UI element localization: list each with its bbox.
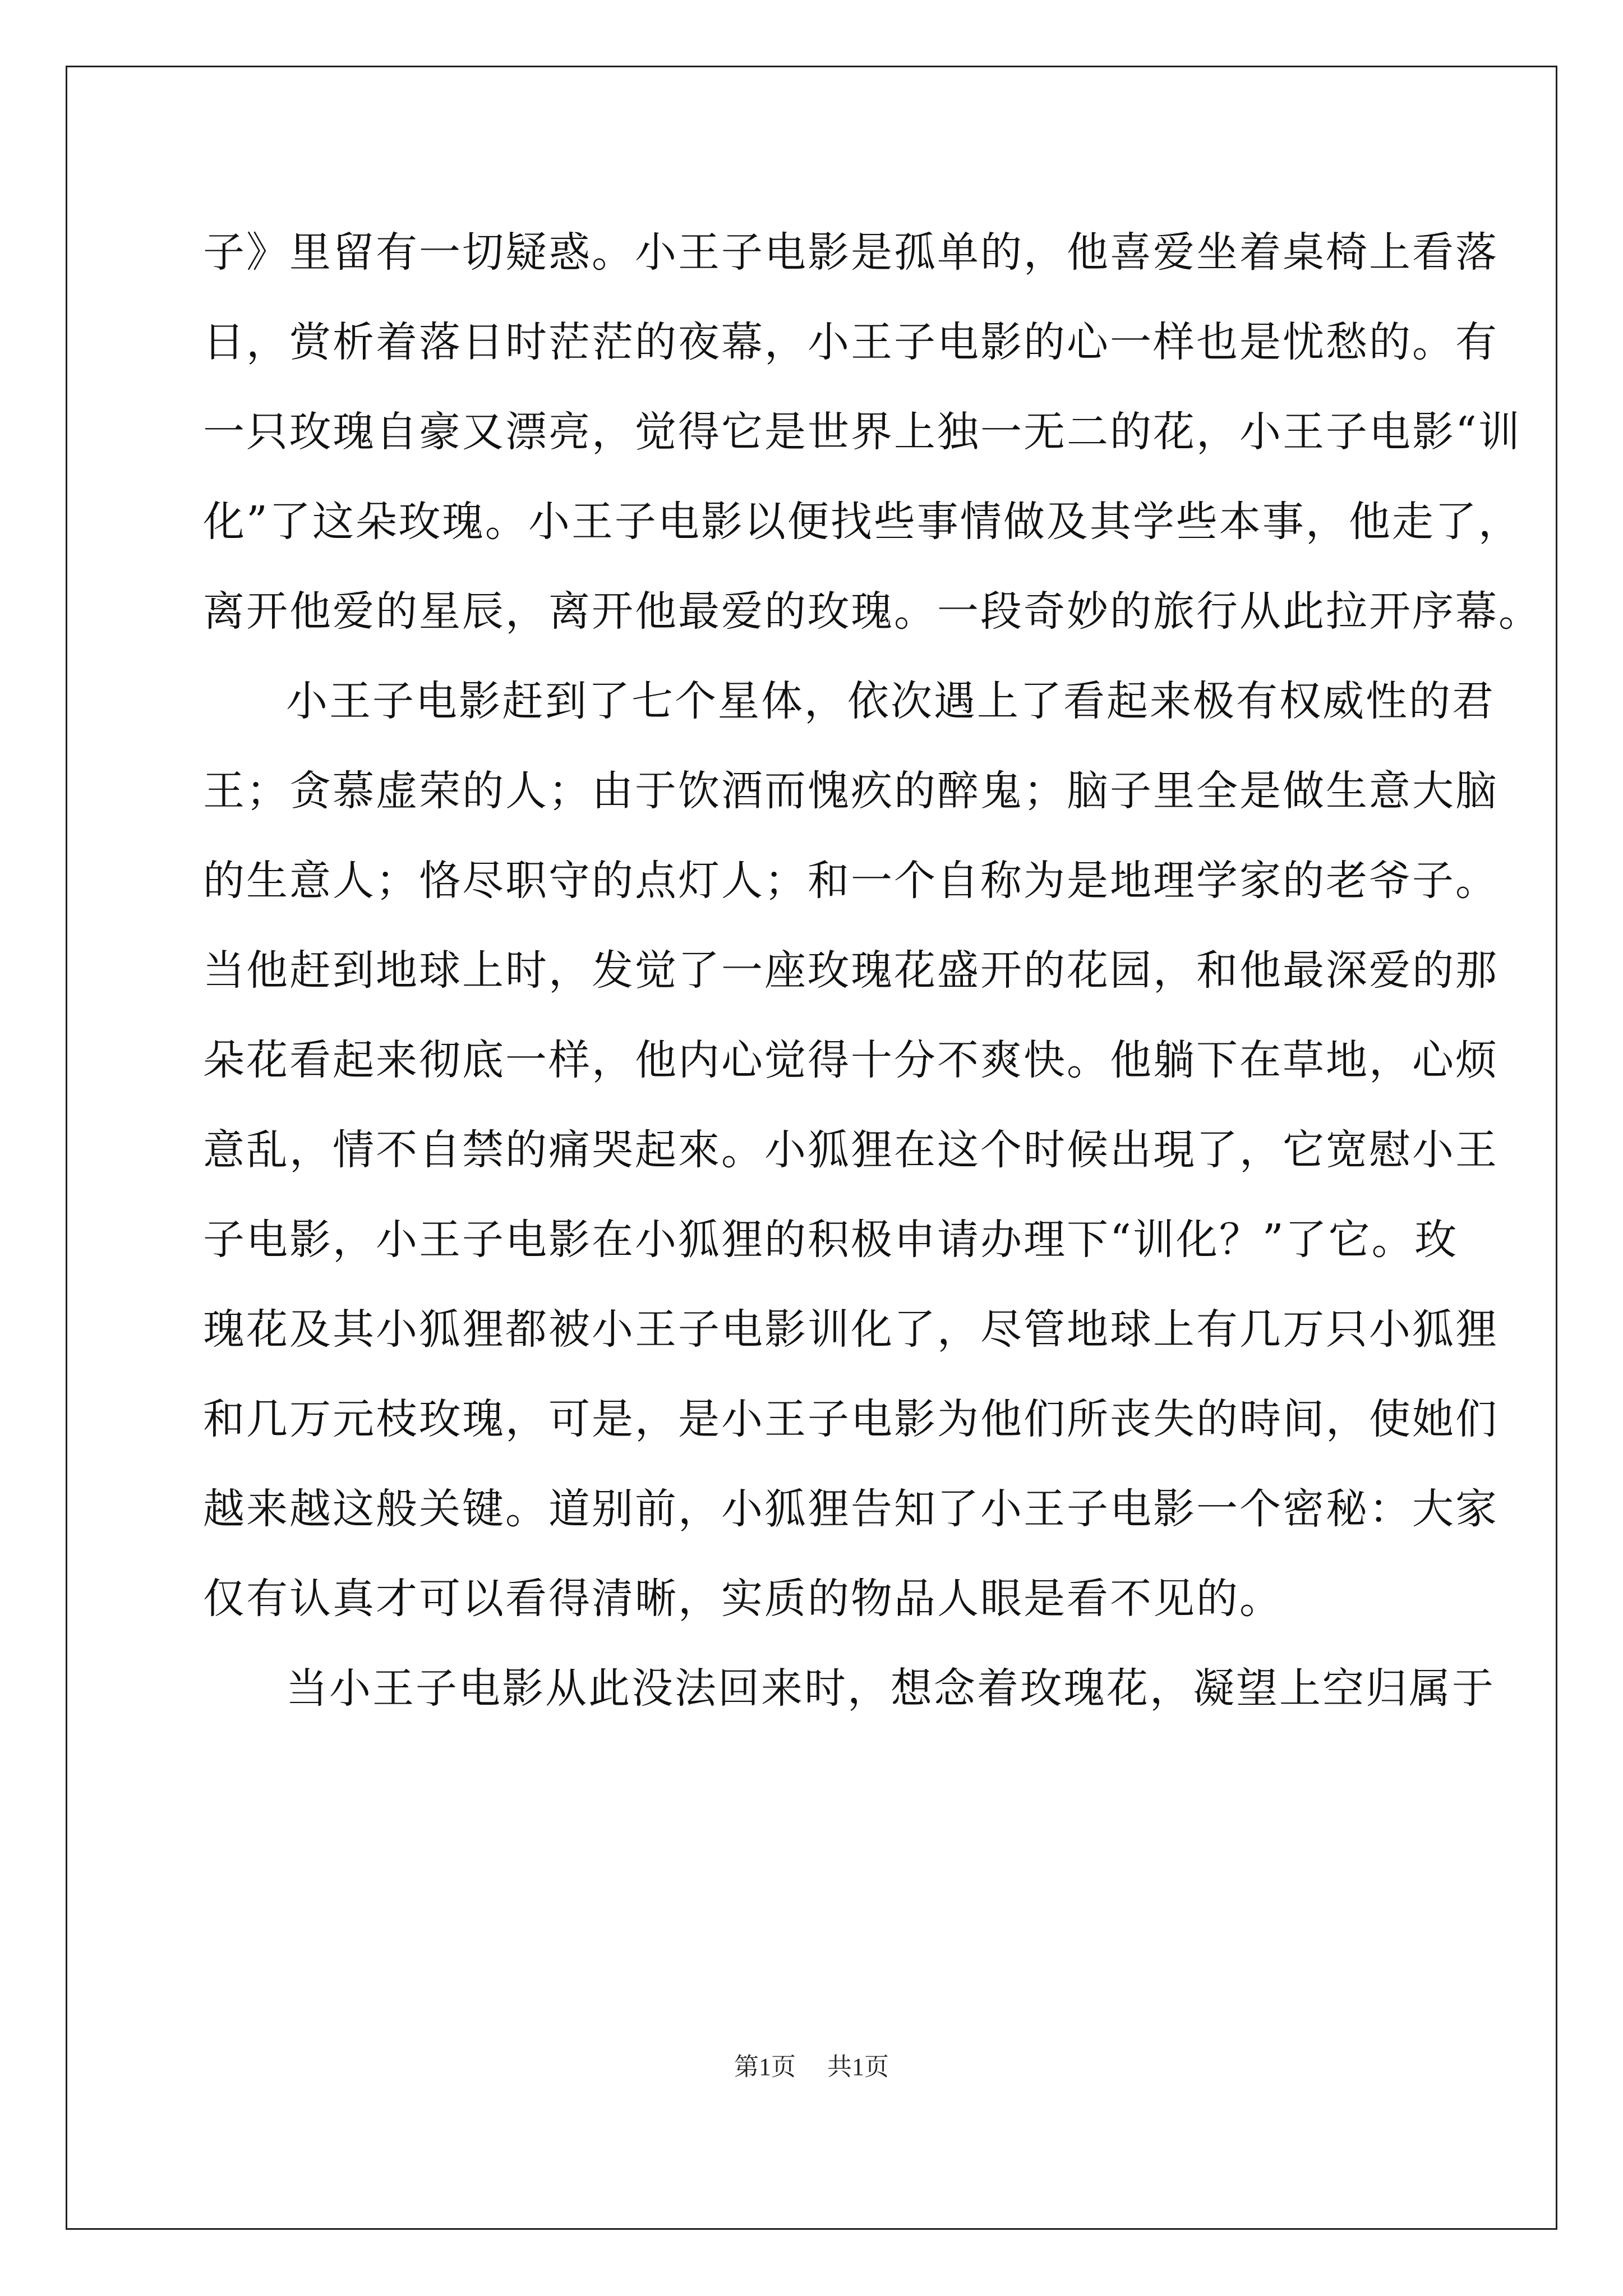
text-line-5: 离开他爱的星辰，离开他最爱的玫瑰。一段奇妙的旅行从此拉开序幕。 xyxy=(203,587,1542,636)
text-line-1: 子》里留有一切疑惑。小王子电影是孤单的，他喜爱坐着桌椅上看落 xyxy=(203,228,1498,277)
page-number: 第1页 xyxy=(734,2053,796,2081)
document-body xyxy=(203,208,1542,1733)
text-line-2: 日，赏析着落日时茫茫的夜幕，小王子电影的心一样也是忧愁的。有 xyxy=(203,318,1498,366)
text-line-15: 越来越这般关键。道别前，小狐狸告知了小王子电影一个密秘：大家 xyxy=(203,1485,1498,1533)
text-line-10: 朵花看起来彻底一样，他内心觉得十分不爽快。他躺下在草地，心烦 xyxy=(203,1036,1498,1084)
text-line-6-paragraph-start: 小王子电影赶到了七个星体，依次遇上了看起来极有权威性的君 xyxy=(286,677,1495,725)
text-line-8: 的生意人；恪尽职守的点灯人；和一个自称为是地理学家的老爷子。 xyxy=(203,857,1498,905)
page-total: 共1页 xyxy=(827,2053,889,2081)
text-line-7: 王；贪慕虚荣的人；由于饮酒而愧疚的醉鬼；脑子里全是做生意大脑 xyxy=(203,767,1498,815)
text-line-9: 当他赶到地球上时，发觉了一座玫瑰花盛开的花园，和他最深爱的那 xyxy=(203,946,1498,995)
page-footer xyxy=(0,2046,1623,2082)
text-line-14: 和几万元枝玫瑰，可是，是小王子电影为他们所丧失的時间，使她们 xyxy=(203,1395,1498,1443)
text-line-12: 子电影，小王子电影在小狐狸的积极申请办理下“训化？”了它。玫 xyxy=(203,1216,1458,1264)
text-line-17-paragraph-start: 当小王子电影从此没法回来时，想念着玫瑰花，凝望上空归属于 xyxy=(286,1664,1495,1713)
text-line-13: 瑰花及其小狐狸都被小王子电影训化了，尽管地球上有几万只小狐狸 xyxy=(203,1305,1498,1354)
text-line-11: 意乱，情不自禁的痛哭起來。小狐狸在这个时候出現了，它宽慰小王 xyxy=(203,1126,1498,1174)
text-line-16: 仅有认真才可以看得清晰，实质的物品人眼是看不见的。 xyxy=(203,1575,1283,1623)
text-line-3: 一只玫瑰自豪又漂亮，觉得它是世界上独一无二的花，小王子电影“训 xyxy=(203,408,1521,456)
text-line-4: 化”了这朵玫瑰。小王子电影以便找些事情做及其学些本事，他走了， xyxy=(203,498,1521,546)
